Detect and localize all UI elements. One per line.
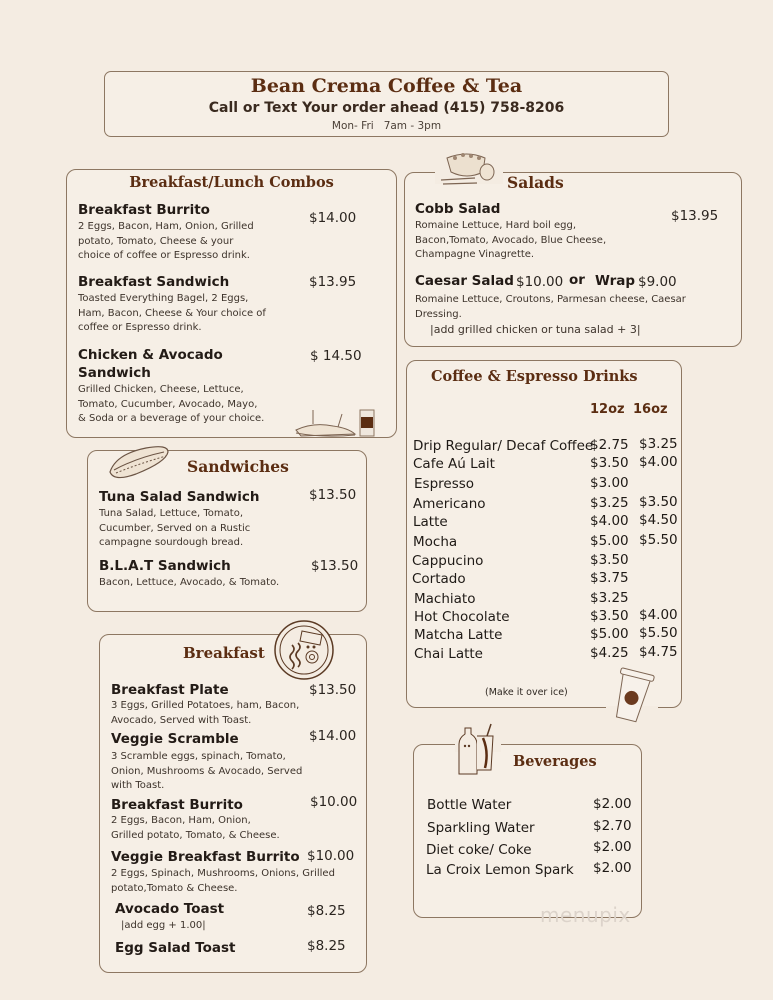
combo-item-price: $14.00 — [309, 210, 357, 226]
salad-bowl-illustration-icon — [435, 148, 503, 190]
breakfast-item-desc: 3 Eggs, Grilled Potatoes, ham, Bacon, Avocado, Served with Toast. — [111, 700, 300, 726]
breakfast-item-price: $13.50 — [309, 682, 357, 698]
header-box — [104, 71, 669, 137]
drink-price-16oz: $3.25 — [639, 436, 678, 452]
order-phone-line: Call or Text Your order ahead (415) 758-8206 — [208, 100, 565, 116]
drink-price-16oz: $5.50 — [639, 625, 678, 641]
salad-item-name: Cobb Salad — [415, 201, 501, 217]
breakfast-item-desc: 3 Scramble eggs, spinach, Tomato, Onion, Mushrooms & Avocado, Served with Toast. — [111, 751, 303, 791]
drink-price-12oz: $3.50 — [590, 455, 629, 471]
breakfast-title: Breakfast — [183, 644, 265, 662]
drink-price-16oz: $4.50 — [639, 512, 678, 528]
drink-price-12oz: $3.25 — [590, 495, 629, 511]
bottle-cup-illustration-icon — [455, 722, 501, 778]
beverages-title: Beverages — [513, 753, 597, 770]
sandwiches-title: Sandwiches — [187, 457, 289, 476]
beverage-item-price: $2.00 — [593, 796, 632, 812]
combo-item-price: $13.95 — [309, 274, 357, 290]
opening-hours: Mon- Fri 7am - 3pm — [331, 120, 442, 132]
sub-sandwich-illustration-icon — [106, 442, 174, 482]
combo-item-desc: 2 Eggs, Bacon, Ham, Onion, Grilled potato, Tomato, Cheese & your choice of coffee or Espresso drink. — [78, 221, 254, 261]
breakfast-item-price: $10.00 — [307, 848, 355, 864]
drink-price-12oz: $3.00 — [590, 475, 629, 491]
iced-note: (Make it over ice) — [485, 687, 568, 698]
drink-price-12oz: $4.00 — [590, 513, 629, 529]
combos-section — [66, 169, 397, 438]
drink-name: Americano — [413, 496, 486, 512]
drink-price-16oz: $4.75 — [639, 644, 678, 660]
breakfast-item-desc: 2 Eggs, Spinach, Mushrooms, Onions, Grilled potato,Tomato & Cheese. — [111, 868, 335, 894]
beverage-item-name: La Croix Lemon Spark — [426, 862, 574, 878]
coffee-section — [406, 360, 682, 708]
combo-item-price: $ 14.50 — [310, 348, 362, 364]
beverage-item-price: $2.70 — [593, 818, 632, 834]
breakfast-item-price: $8.25 — [307, 903, 346, 919]
drink-name: Latte — [413, 514, 448, 530]
sandwich-coffee-illustration-icon — [293, 402, 383, 442]
breakfast-item-name: Breakfast Burrito — [111, 797, 243, 813]
beverage-item-price: $2.00 — [593, 839, 632, 855]
restaurant-title: Bean Crema Coffee & Tea — [250, 75, 523, 97]
drink-price-12oz: $3.75 — [590, 570, 629, 586]
drink-name: Hot Chocolate — [414, 609, 510, 625]
sandwich-item-price: $13.50 — [309, 487, 357, 503]
drink-name: Cortado — [412, 571, 466, 587]
drink-price-12oz: $3.50 — [590, 552, 629, 568]
drink-name: Mocha — [413, 534, 458, 550]
breakfast-item-name: Breakfast Plate — [111, 682, 229, 698]
breakfast-item-name: Avocado Toast — [115, 901, 225, 917]
sandwich-item-name: B.L.A.T Sandwich — [99, 558, 231, 574]
combo-item-name: Breakfast Burrito — [78, 202, 210, 218]
drink-price-16oz: $3.50 — [639, 494, 678, 510]
salad-addon-note: |add grilled chicken or tuna salad + 3| — [430, 323, 641, 336]
breakfast-item-desc: 2 Eggs, Bacon, Ham, Onion, Grilled potato, Tomato, & Cheese. — [111, 815, 280, 841]
wrap-item-name: Wrap — [595, 273, 636, 289]
beverage-item-name: Diet coke/ Coke — [426, 842, 532, 858]
size-16oz-header: 16oz — [633, 402, 668, 417]
drink-name: Cafe Aú Lait — [413, 456, 495, 472]
breakfast-item-price: $10.00 — [310, 794, 358, 810]
beverage-item-name: Sparkling Water — [427, 820, 535, 836]
breakfast-item-name: Veggie Scramble — [111, 731, 239, 747]
drink-price-12oz: $3.50 — [590, 608, 629, 624]
combo-item-desc: Grilled Chicken, Cheese, Lettuce, Tomato, Cucumber, Avocado, Mayo, & Soda or a beverage of your choice. — [78, 384, 265, 424]
beverage-item-price: $2.00 — [593, 860, 632, 876]
combos-title: Breakfast/Lunch Combos — [129, 174, 334, 191]
combo-item-name: Sandwich — [78, 365, 151, 381]
drink-name: Machiato — [414, 591, 476, 607]
breakfast-plate-illustration-icon — [272, 619, 336, 681]
breakfast-item-name: Egg Salad Toast — [115, 940, 236, 956]
coffee-cup-illustration-icon — [606, 666, 658, 724]
breakfast-item-price: $14.00 — [309, 728, 357, 744]
salads-title: Salads — [507, 173, 564, 192]
drink-name: Drip Regular/ Decaf Coffee — [413, 438, 594, 454]
coffee-title: Coffee & Espresso Drinks — [431, 368, 638, 385]
salad-item-price: $10.00 — [516, 274, 564, 290]
drink-price-12oz: $4.25 — [590, 645, 629, 661]
sandwich-item-desc: Tuna Salad, Lettuce, Tomato, Cucumber, Served on a Rustic campagne sourdough bread. — [99, 508, 251, 548]
size-12oz-header: 12oz — [590, 402, 625, 417]
beverages-section — [413, 744, 642, 918]
breakfast-item-name: Veggie Breakfast Burrito — [111, 849, 300, 865]
drink-name: Espresso — [414, 476, 475, 492]
drink-name: Matcha Latte — [414, 627, 503, 643]
sandwich-item-price: $13.50 — [311, 558, 359, 574]
wrap-item-price: $9.00 — [638, 274, 677, 290]
combo-item-desc: Toasted Everything Bagel, 2 Eggs, Ham, Bacon, Cheese & Your choice of coffee or Espresso drink. — [78, 293, 266, 333]
breakfast-item-price: $8.25 — [307, 938, 346, 954]
avocado-toast-addon-note: |add egg + 1.00| — [121, 920, 206, 931]
drink-price-12oz: $2.75 — [590, 437, 629, 453]
drink-price-12oz: $3.25 — [590, 590, 629, 606]
watermark: menupix — [540, 903, 631, 927]
salad-item-desc: Romaine Lettuce, Hard boil egg, Bacon,Tomato, Avocado, Blue Cheese, Champagne Vinagrette. — [415, 220, 607, 260]
salad-item-desc: Romaine Lettuce, Croutons, Parmesan cheese, Caesar Dressing. — [415, 294, 686, 320]
drink-price-16oz: $4.00 — [639, 454, 678, 470]
drink-name: Cappucino — [412, 553, 484, 569]
drink-price-16oz: $4.00 — [639, 607, 678, 623]
sandwich-item-desc: Bacon, Lettuce, Avocado, & Tomato. — [99, 577, 280, 588]
sandwich-item-name: Tuna Salad Sandwich — [99, 489, 260, 505]
salad-or-label: or — [569, 272, 585, 288]
combo-item-name: Breakfast Sandwich — [78, 274, 230, 290]
drink-price-16oz: $5.50 — [639, 532, 678, 548]
drink-price-12oz: $5.00 — [590, 626, 629, 642]
salad-item-name: Caesar Salad — [415, 273, 514, 289]
combo-item-name: Chicken & Avocado — [78, 347, 223, 363]
drink-price-12oz: $5.00 — [590, 533, 629, 549]
breakfast-section — [99, 634, 367, 973]
beverage-item-name: Bottle Water — [427, 797, 512, 813]
salad-item-price: $13.95 — [671, 208, 719, 224]
drink-name: Chai Latte — [414, 646, 483, 662]
salads-section — [404, 172, 742, 347]
